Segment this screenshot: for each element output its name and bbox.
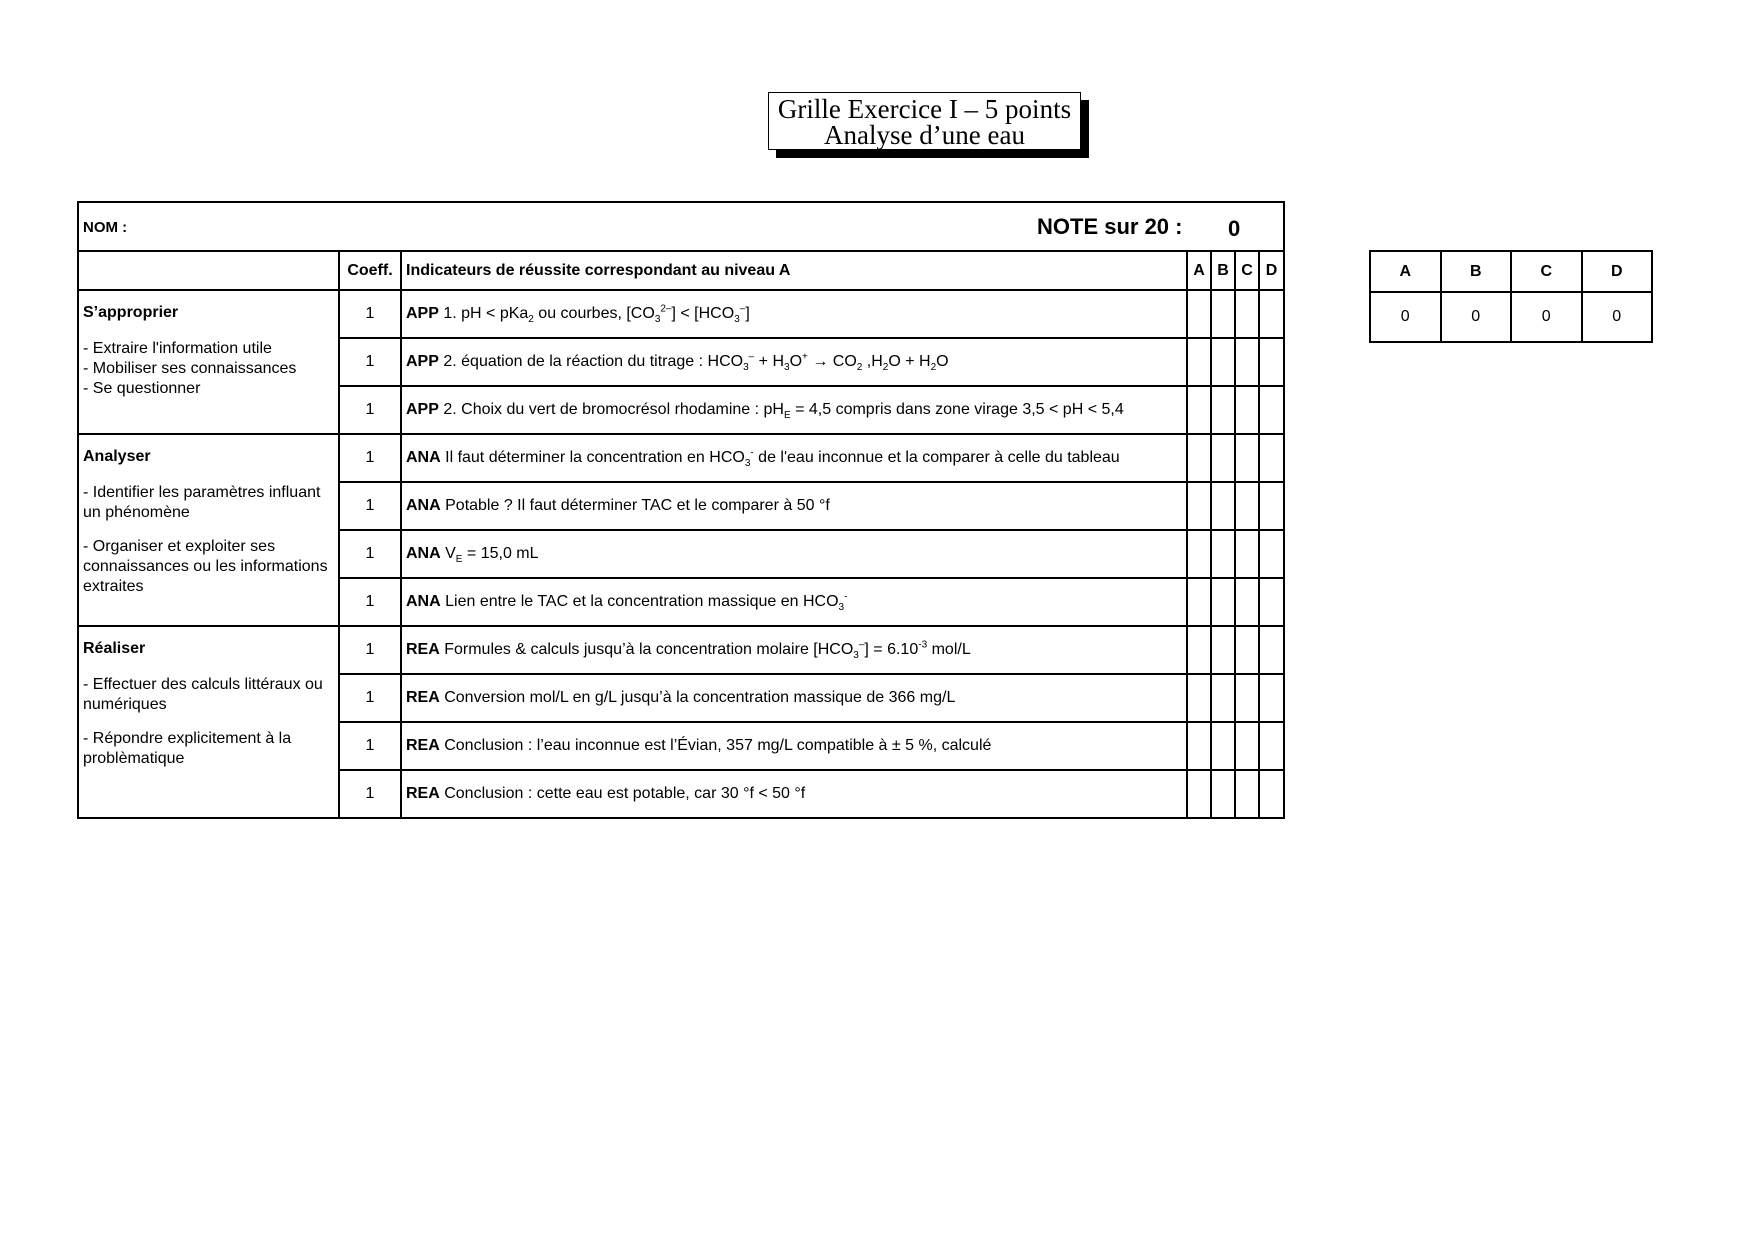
coeff-cell: 1: [339, 290, 401, 338]
level-a-checkbox[interactable]: [1187, 338, 1211, 386]
indicator-tag: ANA: [406, 449, 441, 466]
level-c-checkbox[interactable]: [1235, 770, 1259, 818]
level-b-checkbox[interactable]: [1211, 530, 1235, 578]
competence-skill: - Répondre explicitement à la problèmatique: [83, 730, 292, 767]
level-b-checkbox[interactable]: [1211, 674, 1235, 722]
indicator-text-part: O: [936, 353, 949, 370]
indicator-tag: ANA: [406, 497, 441, 514]
competence-skill: - Mobiliser ses connaissances: [83, 360, 297, 377]
level-c-checkbox[interactable]: [1235, 290, 1259, 338]
indicators-header: Indicateurs de réussite correspondant au niveau A: [401, 251, 1187, 290]
level-d-checkbox[interactable]: [1259, 578, 1284, 626]
level-c-checkbox[interactable]: [1235, 626, 1259, 674]
level-a-checkbox[interactable]: [1187, 770, 1211, 818]
indicator-text-part: 3: [853, 650, 859, 662]
indicator-tag: ANA: [406, 593, 441, 610]
indicator-text-part: O: [789, 353, 803, 370]
nom-label: NOM :: [83, 219, 128, 236]
indicator-tag: REA: [406, 641, 440, 658]
evaluation-grid: [77, 201, 1285, 819]
indicator-text-part: ] < [HCO: [671, 305, 735, 322]
level-c-checkbox[interactable]: [1235, 722, 1259, 770]
indicator-text-part: 2–: [660, 303, 672, 315]
indicator-cell: [401, 338, 1187, 386]
coeff-cell: 1: [339, 338, 401, 386]
coeff-cell: 1: [339, 386, 401, 434]
title-box: [768, 92, 1081, 150]
indicator-text-part: -3: [918, 639, 928, 651]
level-d-checkbox[interactable]: [1259, 722, 1284, 770]
level-d-checkbox[interactable]: [1259, 530, 1284, 578]
indicator-text-part: -: [844, 591, 848, 603]
summary-value-c: 0: [1511, 292, 1582, 342]
indicator-cell: [401, 434, 1187, 482]
competence-cell: [78, 626, 339, 818]
level-c-checkbox[interactable]: [1235, 338, 1259, 386]
indicator-cell: [401, 578, 1187, 626]
level-a-checkbox[interactable]: [1187, 434, 1211, 482]
note-value: 0: [1228, 216, 1241, 241]
indicator-text-part: Il faut déterminer la concentration en HCO: [440, 449, 745, 466]
indicator-cell: [401, 722, 1187, 770]
indicator-text-part: = 4,5 compris dans zone virage 3,5 < pH < 5,4: [790, 401, 1124, 418]
level-b-checkbox[interactable]: [1211, 338, 1235, 386]
indicator-text-part: E: [783, 410, 791, 422]
indicator-text-part: de l'eau inconnue et la comparer à celle du tableau: [753, 449, 1120, 466]
indicator-text-part: 3: [744, 458, 751, 470]
coeff-cell: 1: [339, 674, 401, 722]
level-c-checkbox[interactable]: [1235, 674, 1259, 722]
coeff-cell: 1: [339, 434, 401, 482]
indicator-text-part: 3: [784, 362, 790, 374]
competence-title: Réaliser: [83, 640, 146, 657]
indicator-tag: REA: [406, 737, 440, 754]
indicator-text-part: mol/L: [927, 641, 971, 658]
column-header-row: [78, 251, 1284, 290]
indicator-text-part: 2: [930, 362, 937, 374]
level-b-checkbox[interactable]: [1211, 722, 1235, 770]
indicator-text-part: 2: [856, 362, 863, 374]
level-b-checkbox[interactable]: [1211, 386, 1235, 434]
level-d-checkbox[interactable]: [1259, 626, 1284, 674]
coeff-cell: 1: [339, 482, 401, 530]
level-a-checkbox[interactable]: [1187, 386, 1211, 434]
note-label: NOTE sur 20 :: [1037, 214, 1183, 239]
header-row: [78, 202, 1284, 251]
indicator-tag: APP: [406, 353, 439, 370]
indicator-text-part: –: [858, 639, 865, 651]
indicator-text-part: + H: [754, 353, 785, 370]
indicator-text-part: ]: [745, 305, 750, 322]
level-a-checkbox[interactable]: [1187, 722, 1211, 770]
indicator-text-part: 3: [838, 602, 845, 614]
level-a-checkbox[interactable]: [1187, 290, 1211, 338]
level-c-checkbox[interactable]: [1235, 530, 1259, 578]
competence-header-cell: [78, 251, 339, 290]
competence-cell: [78, 290, 339, 434]
indicator-cell: [401, 530, 1187, 578]
level-d-header: D: [1259, 251, 1284, 290]
summary-value-b: 0: [1441, 292, 1512, 342]
level-a-header: A: [1187, 251, 1211, 290]
level-c-checkbox[interactable]: [1235, 434, 1259, 482]
indicator-text-part: Formules & calculs jusqu’à la concentration molaire [HCO: [439, 641, 854, 658]
competence-skill: - Identifier les paramètres influant un phénomène: [83, 484, 321, 521]
level-b-checkbox[interactable]: [1211, 578, 1235, 626]
summary-header-a: A: [1370, 251, 1441, 292]
indicator-tag: REA: [406, 785, 440, 802]
indicator-text-part: Lien entre le TAC et la concentration massique en HCO: [440, 593, 839, 610]
indicator-cell: [401, 386, 1187, 434]
coeff-header: Coeff.: [339, 251, 401, 290]
level-d-checkbox[interactable]: [1259, 386, 1284, 434]
indicator-tag: APP: [406, 305, 439, 322]
level-d-checkbox[interactable]: [1259, 434, 1284, 482]
level-b-checkbox[interactable]: [1211, 290, 1235, 338]
indicator-tag: APP: [406, 401, 439, 418]
indicator-cell: [401, 482, 1187, 530]
indicator-text-part: Potable ? Il faut déterminer TAC et le comparer à 50 °f: [440, 497, 830, 514]
competence-skill: - Se questionner: [83, 380, 201, 397]
level-d-checkbox[interactable]: [1259, 482, 1284, 530]
indicator-cell: [401, 626, 1187, 674]
summary-value-a: 0: [1370, 292, 1441, 342]
indicator-text-part: ,H: [862, 353, 883, 370]
indicator-text-part: ou courbes, [CO: [533, 305, 655, 322]
coeff-cell: 1: [339, 626, 401, 674]
level-c-header: C: [1235, 251, 1259, 290]
summary-header-c: C: [1511, 251, 1582, 292]
level-a-checkbox[interactable]: [1187, 482, 1211, 530]
header-cell: [78, 202, 1284, 251]
indicator-cell: [401, 770, 1187, 818]
competence-skill: - Effectuer des calculs littéraux ou numériques: [83, 676, 323, 713]
competence-cell: [78, 434, 339, 626]
summary-header-d: D: [1582, 251, 1653, 292]
indicator-text-part: 2: [528, 314, 534, 326]
indicator-text-part: 3: [734, 314, 740, 326]
indicator-text-part: Conclusion : l’eau inconnue est l’Évian, 357 mg/L compatible à ± 5 %, calculé: [439, 737, 992, 754]
summary-header-row: [1370, 251, 1652, 292]
competence-title: S’approprier: [83, 304, 179, 321]
level-c-checkbox[interactable]: [1235, 482, 1259, 530]
summary-header-b: B: [1441, 251, 1512, 292]
summary-values-row: [1370, 292, 1652, 342]
level-a-checkbox[interactable]: [1187, 530, 1211, 578]
indicator-text-part: 1. pH < pKa: [438, 305, 529, 322]
indicator-text-part: Conversion mol/L en g/L jusqu’à la concentration massique de 366 mg/L: [439, 689, 956, 706]
level-a-checkbox[interactable]: [1187, 674, 1211, 722]
indicator-text-part: –: [748, 351, 755, 363]
coeff-cell: 1: [339, 722, 401, 770]
indicator-text-part: ] = 6.10: [864, 641, 919, 658]
indicator-text-part: E: [455, 554, 463, 566]
indicator-text-part: 2. Choix du vert de bromocrésol rhodamine : pH: [438, 401, 784, 418]
level-b-checkbox[interactable]: [1211, 482, 1235, 530]
indicator-text-part: = 15,0 mL: [462, 545, 539, 562]
indicator-text-part: 2: [882, 362, 889, 374]
level-a-checkbox[interactable]: [1187, 626, 1211, 674]
level-d-checkbox[interactable]: [1259, 338, 1284, 386]
level-b-checkbox[interactable]: [1211, 434, 1235, 482]
level-a-checkbox[interactable]: [1187, 578, 1211, 626]
indicator-text-part: → CO: [807, 353, 857, 370]
indicator-text-part: +: [802, 351, 808, 363]
summary-value-d: 0: [1582, 292, 1653, 342]
indicator-cell: [401, 290, 1187, 338]
title-line-1: Grille Exercice I – 5 points: [777, 94, 1072, 124]
level-b-checkbox[interactable]: [1211, 770, 1235, 818]
criterion-row: [78, 626, 1284, 674]
indicator-text-part: V: [440, 545, 456, 562]
coeff-cell: 1: [339, 578, 401, 626]
level-d-checkbox[interactable]: [1259, 290, 1284, 338]
coeff-cell: 1: [339, 770, 401, 818]
criterion-row: [78, 290, 1284, 338]
competence-skill: - Organiser et exploiter ses connaissances ou les informations extraites: [83, 538, 328, 595]
indicator-text-part: Conclusion : cette eau est potable, car 30 °f < 50 °f: [439, 785, 806, 802]
indicator-text-part: 2. équation de la réaction du titrage : HCO: [438, 353, 744, 370]
indicator-text-part: –: [739, 303, 746, 315]
indicator-tag: REA: [406, 689, 440, 706]
level-b-checkbox[interactable]: [1211, 626, 1235, 674]
indicator-text-part: 3: [743, 362, 749, 374]
criteria-body: [78, 290, 1284, 818]
title-line-2: Analyse d’une eau: [824, 120, 1025, 150]
level-d-checkbox[interactable]: [1259, 674, 1284, 722]
competence-skill: - Extraire l'information utile: [83, 340, 272, 357]
coeff-cell: 1: [339, 530, 401, 578]
level-c-checkbox[interactable]: [1235, 578, 1259, 626]
indicator-tag: ANA: [406, 545, 441, 562]
indicator-cell: [401, 674, 1187, 722]
indicator-text-part: -: [750, 447, 754, 459]
level-c-checkbox[interactable]: [1235, 386, 1259, 434]
indicator-text-part: 3: [654, 314, 661, 326]
summary-table: [1369, 250, 1653, 343]
competence-title: Analyser: [83, 448, 151, 465]
criterion-row: [78, 434, 1284, 482]
level-d-checkbox[interactable]: [1259, 770, 1284, 818]
indicator-text-part: O + H: [888, 353, 931, 370]
level-b-header: B: [1211, 251, 1235, 290]
